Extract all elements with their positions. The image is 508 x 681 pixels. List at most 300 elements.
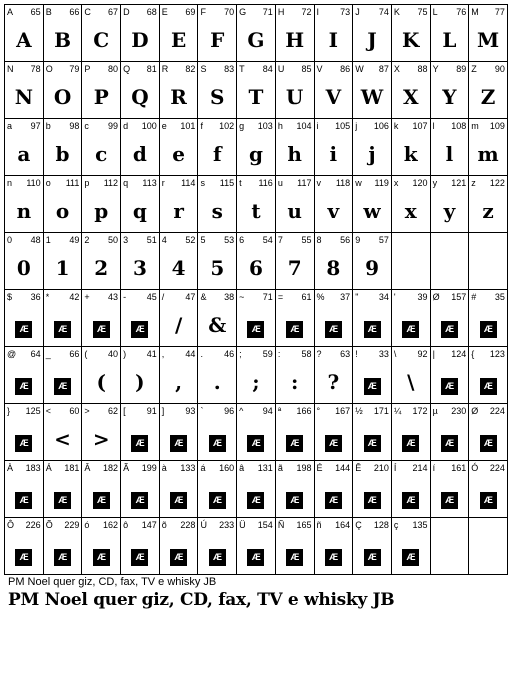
glyph-preview [121, 312, 159, 338]
glyph-code: 118 [335, 178, 351, 188]
glyph-code: 49 [69, 235, 80, 245]
glyph-label: s [200, 178, 205, 188]
glyph-cell [43, 347, 82, 404]
glyph-code: 167 [335, 406, 351, 416]
glyph-cell [237, 404, 276, 461]
glyph-label: / [161, 292, 165, 302]
glyph-code: 214 [412, 463, 428, 473]
glyph-cell-header [5, 62, 43, 75]
glyph-code: 117 [297, 178, 312, 188]
glyph-code: 66 [69, 7, 80, 17]
glyph-label: 8 [316, 235, 322, 245]
glyph-label: ( [84, 349, 88, 359]
glyph-cell [430, 290, 469, 347]
glyph-label: a [7, 121, 13, 131]
glyph-label: v [316, 178, 321, 188]
glyph-code: 160 [219, 463, 235, 473]
glyph-preview [160, 483, 198, 509]
glyph-preview: a [17, 142, 31, 166]
glyph-cell-header [5, 5, 43, 18]
glyph-cell [314, 404, 353, 461]
glyph-cell-header [44, 518, 82, 531]
glyph-code: 144 [335, 463, 351, 473]
glyph-cell-header [315, 233, 353, 246]
glyph-cell-header [469, 119, 507, 132]
glyph-preview: B [54, 28, 71, 52]
glyph-code: 157 [451, 292, 467, 302]
glyph-cell-header [237, 5, 275, 18]
glyph-cell [314, 62, 353, 119]
glyph-label: ª [277, 406, 282, 416]
glyph-preview: & [208, 313, 227, 337]
glyph-cell-header [392, 233, 430, 235]
glyph-cell [353, 404, 392, 461]
glyph-cell-header [353, 347, 391, 360]
glyph-code: 98 [69, 121, 80, 131]
glyph-code: 106 [373, 121, 389, 131]
glyph-cell [353, 518, 392, 575]
glyph-code: 39 [417, 292, 428, 302]
glyph-label: r [161, 178, 165, 188]
glyph-code: 94 [262, 406, 273, 416]
glyph-cell-header [431, 518, 469, 520]
glyph-cell-header [469, 5, 507, 18]
glyph-label: Á [45, 463, 52, 473]
glyph-label: h [277, 121, 283, 131]
glyph-code: 55 [301, 235, 312, 245]
glyph-cell [5, 461, 44, 518]
glyph-label: ` [200, 406, 204, 416]
glyph-row [5, 176, 508, 233]
missing-glyph-icon: Æ [402, 492, 419, 509]
glyph-preview: q [132, 199, 147, 223]
glyph-code: 62 [108, 406, 119, 416]
glyph-cell-header [237, 404, 275, 417]
glyph-code: 182 [103, 463, 119, 473]
glyph-preview: u [287, 199, 302, 223]
glyph-cell-header [392, 290, 430, 303]
glyph-label: Ø [471, 406, 479, 416]
glyph-cell-header [315, 62, 353, 75]
glyph-label: B [45, 7, 52, 17]
glyph-cell-header [121, 233, 159, 246]
glyph-cell [159, 518, 198, 575]
glyph-preview: U [285, 85, 304, 109]
glyph-code: 164 [335, 520, 351, 530]
glyph-cell [275, 518, 314, 575]
glyph-label: " [355, 292, 359, 302]
glyph-cell [198, 347, 237, 404]
glyph-label: ~ [239, 292, 245, 302]
glyph-cell-header [5, 290, 43, 303]
glyph-cell-header [44, 233, 82, 246]
missing-glyph-icon: Æ [131, 321, 148, 338]
glyph-preview: 8 [326, 256, 341, 280]
glyph-label: q [123, 178, 129, 188]
missing-glyph-icon: Æ [170, 435, 187, 452]
glyph-label: ] [161, 406, 165, 416]
glyph-preview: Y [442, 85, 457, 109]
glyph-label: . [200, 349, 203, 359]
glyph-label: ) [123, 349, 127, 359]
glyph-code: 36 [30, 292, 41, 302]
glyph-code: 91 [146, 406, 157, 416]
glyph-code: 43 [108, 292, 119, 302]
glyph-label: z [471, 178, 476, 188]
glyph-preview: h [287, 142, 302, 166]
glyph-label: n [7, 178, 13, 188]
glyph-preview [353, 369, 391, 395]
missing-glyph-icon: Æ [441, 492, 458, 509]
glyph-cell [391, 518, 430, 575]
glyph-preview [276, 312, 314, 338]
glyph-code: 35 [494, 292, 505, 302]
glyph-cell-header [160, 5, 198, 18]
glyph-cell-header [44, 404, 82, 417]
glyph-code: 86 [340, 64, 351, 74]
missing-glyph-icon: Æ [15, 549, 32, 566]
glyph-cell [314, 461, 353, 518]
glyph-cell [198, 119, 237, 176]
glyph-cell [314, 233, 353, 290]
glyph-cell [43, 404, 82, 461]
glyph-preview: ) [135, 370, 145, 394]
glyph-preview: z [482, 199, 494, 223]
glyph-cell [121, 5, 160, 62]
glyph-cell [121, 347, 160, 404]
glyph-label: C [84, 7, 91, 17]
missing-glyph-icon: Æ [441, 321, 458, 338]
glyph-cell [121, 461, 160, 518]
glyph-preview [315, 483, 353, 509]
missing-glyph-icon: Æ [286, 492, 303, 509]
glyph-cell-header [353, 518, 391, 531]
glyph-preview [160, 540, 198, 566]
glyph-code: 80 [108, 64, 119, 74]
glyph-cell-header [198, 233, 236, 246]
glyph-code: 133 [180, 463, 196, 473]
glyph-cell-header [276, 62, 314, 75]
glyph-cell [237, 5, 276, 62]
missing-glyph-icon: Æ [247, 492, 264, 509]
missing-glyph-icon: Æ [364, 321, 381, 338]
glyph-cell-header [160, 518, 198, 531]
glyph-cell-header [44, 119, 82, 132]
glyph-grid [4, 4, 508, 575]
glyph-cell-header [5, 119, 43, 132]
glyph-cell-header [469, 347, 507, 360]
glyph-label: ^ [239, 406, 244, 416]
glyph-cell-header [121, 62, 159, 75]
missing-glyph-icon: Æ [480, 378, 497, 395]
glyph-label: Í [393, 463, 397, 473]
missing-glyph-icon: Æ [402, 435, 419, 452]
glyph-code: 85 [301, 64, 312, 74]
glyph-cell-header [237, 119, 275, 132]
glyph-cell-header [276, 119, 314, 132]
glyph-cell [353, 119, 392, 176]
glyph-cell [82, 62, 121, 119]
missing-glyph-icon: Æ [131, 549, 148, 566]
glyph-label: U [277, 64, 285, 74]
missing-glyph-icon: Æ [286, 435, 303, 452]
missing-glyph-icon: Æ [286, 549, 303, 566]
glyph-preview: / [174, 313, 183, 337]
glyph-code: 74 [378, 7, 389, 17]
glyph-cell-header [198, 119, 236, 132]
glyph-label: V [316, 64, 323, 74]
glyph-cell [275, 5, 314, 62]
glyph-preview: S [210, 85, 225, 109]
glyph-cell-header [121, 404, 159, 417]
glyph-preview: 2 [94, 256, 109, 280]
glyph-label: 9 [355, 235, 361, 245]
glyph-code: 45 [146, 292, 157, 302]
glyph-code: 44 [185, 349, 196, 359]
glyph-label: L [432, 7, 438, 17]
glyph-cell [43, 5, 82, 62]
glyph-label: % [316, 292, 325, 302]
glyph-cell [159, 290, 198, 347]
glyph-cell-header [121, 518, 159, 531]
glyph-code: 61 [301, 292, 312, 302]
glyph-label: b [45, 121, 51, 131]
glyph-cell-header [276, 461, 314, 474]
glyph-label: Â [84, 463, 91, 473]
missing-glyph-icon: Æ [15, 378, 32, 395]
glyph-preview [353, 483, 391, 509]
missing-glyph-icon: Æ [247, 321, 264, 338]
glyph-cell [391, 290, 430, 347]
glyph-preview [392, 483, 430, 509]
glyph-label: À [7, 463, 14, 473]
glyph-cell-header [392, 404, 430, 417]
glyph-code: 90 [494, 64, 505, 74]
glyph-preview [121, 483, 159, 509]
glyph-code: 105 [335, 121, 351, 131]
glyph-preview: \ [407, 370, 415, 394]
glyph-cell-header [353, 233, 391, 246]
glyph-label: j [355, 121, 358, 131]
glyph-code: 119 [374, 178, 389, 188]
missing-glyph-icon: Æ [480, 492, 497, 509]
glyph-code: 233 [219, 520, 235, 530]
glyph-preview: k [403, 142, 418, 166]
glyph-cell-header [5, 404, 43, 417]
glyph-label: i [316, 121, 319, 131]
glyph-code: 199 [141, 463, 157, 473]
glyph-cell [353, 461, 392, 518]
glyph-label: > [84, 406, 90, 416]
missing-glyph-icon: Æ [131, 435, 148, 452]
glyph-cell [43, 290, 82, 347]
glyph-cell-header [44, 176, 82, 189]
glyph-preview [121, 426, 159, 452]
glyph-cell [469, 518, 508, 575]
glyph-label: G [239, 7, 247, 17]
glyph-preview [276, 483, 314, 509]
glyph-cell [469, 233, 508, 290]
glyph-preview: P [93, 85, 109, 109]
glyph-label: M [471, 7, 479, 17]
glyph-cell [391, 5, 430, 62]
glyph-code: 46 [224, 349, 235, 359]
glyph-cell [82, 290, 121, 347]
glyph-preview [121, 540, 159, 566]
missing-glyph-icon: Æ [170, 492, 187, 509]
glyph-cell [159, 119, 198, 176]
glyph-cell-header [276, 347, 314, 360]
glyph-cell [391, 176, 430, 233]
glyph-cell-header [469, 404, 507, 417]
glyph-label: + [84, 292, 90, 302]
glyph-label: á [200, 463, 206, 473]
glyph-cell-header [82, 5, 120, 18]
glyph-row [5, 5, 508, 62]
glyph-cell-header [82, 233, 120, 246]
glyph-cell-header [82, 347, 120, 360]
glyph-row [5, 347, 508, 404]
glyph-label: ! [355, 349, 358, 359]
glyph-code: 226 [25, 520, 41, 530]
glyph-preview [5, 426, 43, 452]
glyph-cell [43, 62, 82, 119]
glyph-code: 135 [412, 520, 428, 530]
missing-glyph-icon: Æ [54, 492, 71, 509]
glyph-cell [121, 518, 160, 575]
glyph-label: k [393, 121, 399, 131]
glyph-label: _ [45, 349, 51, 359]
glyph-code: 116 [258, 178, 273, 188]
glyph-cell-header [160, 119, 198, 132]
glyph-cell-header [82, 62, 120, 75]
glyph-code: 78 [30, 64, 41, 74]
glyph-preview [5, 312, 43, 338]
glyph-cell-header [392, 518, 430, 531]
glyph-cell-header [353, 290, 391, 303]
glyph-preview [237, 312, 275, 338]
glyph-code: 84 [262, 64, 273, 74]
glyph-cell [353, 176, 392, 233]
glyph-cell [237, 290, 276, 347]
glyph-label: * [45, 292, 50, 302]
glyph-cell [430, 119, 469, 176]
glyph-preview: L [442, 28, 457, 52]
glyph-code: 107 [412, 121, 428, 131]
glyph-label: f [200, 121, 203, 131]
glyph-cell-header [160, 233, 198, 246]
glyph-cell [275, 461, 314, 518]
glyph-cell-header [198, 5, 236, 18]
glyph-code: 77 [494, 7, 505, 17]
glyph-label: D [123, 7, 130, 17]
glyph-preview: J [367, 28, 377, 52]
glyph-row [5, 404, 508, 461]
glyph-preview [315, 312, 353, 338]
glyph-cell [275, 119, 314, 176]
glyph-code: 154 [257, 520, 273, 530]
glyph-preview [469, 483, 507, 509]
missing-glyph-icon: Æ [402, 321, 419, 338]
glyph-code: 82 [185, 64, 196, 74]
glyph-label: F [200, 7, 206, 17]
glyph-label: [ [123, 406, 126, 416]
glyph-cell-header [431, 290, 469, 303]
glyph-label: 5 [200, 235, 206, 245]
glyph-preview: g [248, 142, 263, 166]
glyph-cell [5, 119, 44, 176]
glyph-code: 198 [296, 463, 312, 473]
glyph-label: Ô [7, 520, 15, 530]
missing-glyph-icon: Æ [364, 492, 381, 509]
glyph-cell-header [121, 347, 159, 360]
glyph-label: | [432, 349, 435, 359]
glyph-label: 1 [45, 235, 51, 245]
glyph-cell-header [392, 5, 430, 18]
glyph-preview [431, 369, 469, 395]
glyph-preview: 5 [210, 256, 225, 280]
glyph-preview: n [16, 199, 32, 223]
glyph-cell-header [469, 518, 507, 520]
glyph-cell-header [276, 176, 314, 189]
glyph-code: 108 [451, 121, 467, 131]
missing-glyph-icon: Æ [209, 435, 226, 452]
glyph-code: 210 [373, 463, 389, 473]
glyph-cell-header [237, 347, 275, 360]
glyph-code: 230 [451, 406, 467, 416]
glyph-code: 120 [412, 178, 428, 188]
glyph-code: 114 [181, 178, 196, 188]
glyph-cell [82, 5, 121, 62]
glyph-cell-header [44, 5, 82, 18]
glyph-cell [198, 233, 237, 290]
glyph-cell-header [82, 290, 120, 303]
glyph-cell-header [121, 461, 159, 474]
glyph-cell [237, 461, 276, 518]
glyph-cell [469, 5, 508, 62]
glyph-cell [198, 518, 237, 575]
glyph-preview [44, 540, 82, 566]
glyph-preview: s [211, 199, 223, 223]
glyph-label: ; [239, 349, 242, 359]
glyph-cell [121, 404, 160, 461]
glyph-cell-header [469, 62, 507, 75]
glyph-code: 104 [296, 121, 312, 131]
glyph-preview: f [212, 142, 222, 166]
glyph-cell-header [82, 404, 120, 417]
glyph-code: 96 [224, 406, 235, 416]
glyph-cell-header [276, 290, 314, 303]
glyph-cell-header [469, 176, 507, 189]
glyph-cell [43, 518, 82, 575]
glyph-code: 88 [417, 64, 428, 74]
glyph-cell [430, 461, 469, 518]
glyph-preview: H [285, 28, 305, 52]
glyph-preview: V [325, 85, 342, 109]
glyph-cell [430, 62, 469, 119]
missing-glyph-icon: Æ [402, 549, 419, 566]
glyph-code: 121 [451, 178, 467, 188]
glyph-preview: b [55, 142, 70, 166]
glyph-code: 99 [108, 121, 119, 131]
glyph-cell-header [44, 62, 82, 75]
glyph-label: = [277, 292, 284, 302]
glyph-label: µ [432, 406, 438, 416]
glyph-cell [159, 176, 198, 233]
glyph-cell-header [160, 347, 198, 360]
glyph-code: 125 [25, 406, 41, 416]
glyph-preview [353, 540, 391, 566]
